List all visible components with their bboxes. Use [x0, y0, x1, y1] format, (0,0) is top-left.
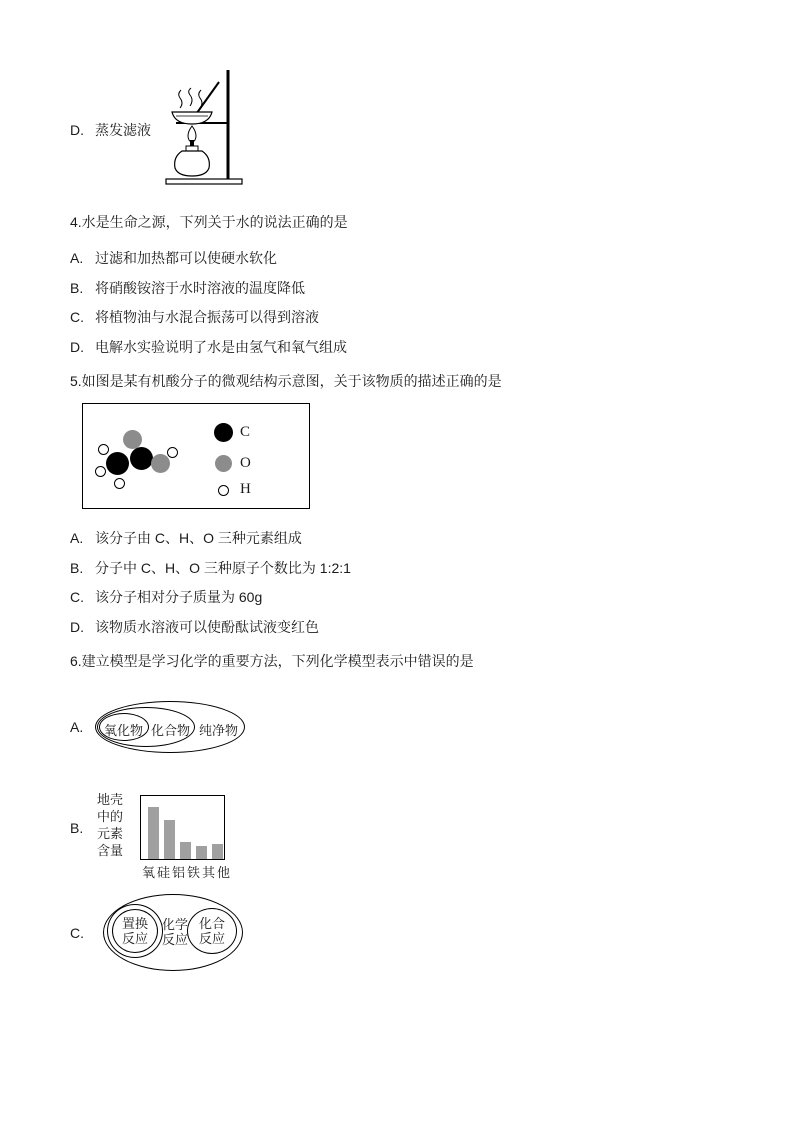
option-label: B. — [70, 820, 84, 836]
lamp-neck — [186, 146, 198, 151]
option-text: 蒸发滤液 — [95, 122, 151, 138]
bar-其他 — [212, 844, 223, 859]
q4-option-d — [70, 337, 347, 357]
legend-carbon-icon — [214, 423, 233, 442]
q4-option-c — [70, 307, 319, 327]
option-text: 过滤和加热都可以使硬水软化 — [95, 250, 277, 266]
oxygen-atom — [151, 454, 170, 473]
chart-ylabel-line: 元素 — [97, 826, 124, 841]
venn-combination-ellipse — [187, 908, 237, 954]
stand-base — [166, 179, 242, 184]
chart-ylabel-line: 地壳 — [97, 792, 124, 807]
option-label: D. — [70, 122, 84, 138]
q5-option-d — [70, 617, 319, 637]
q5-option-b — [70, 558, 351, 578]
option-label: B. — [70, 280, 84, 296]
venn-label-compound: 化合物 — [151, 723, 191, 738]
hydrogen-atom — [114, 478, 125, 489]
chart-ylabel-line: 中的 — [97, 809, 124, 824]
hydrogen-atom — [95, 466, 106, 477]
crust-chart-axis-labels: 氧硅铝铁其他 — [142, 865, 233, 880]
q6-option-a-label — [70, 719, 95, 735]
question-6-stem: 6.建立模型是学习化学的重要方法，下列化学模型表示中错误的是 — [70, 653, 474, 669]
option-label: D. — [70, 619, 84, 635]
q6-option-b-label — [70, 820, 95, 836]
option-label: C. — [70, 925, 84, 941]
option-text: 将植物油与水混合振荡可以得到溶液 — [95, 309, 319, 325]
option-text: 该物质水溶液可以使酚酞试液变红色 — [95, 619, 319, 635]
q4-option-a — [70, 248, 277, 268]
venn-label-chemical-line2: 反应 — [161, 932, 188, 947]
option-text: 该分子相对分子质量为 60g — [95, 589, 263, 605]
evaporation-apparatus-figure — [152, 66, 252, 191]
q5-option-a — [70, 528, 302, 548]
bar-氧 — [148, 807, 159, 859]
option-text: 电解水实验说明了水是由氢气和氧气组成 — [95, 339, 347, 355]
legend-hydrogen-icon — [218, 485, 229, 496]
bar-铁 — [196, 846, 207, 859]
venn-label-displacement-line2: 反应 — [121, 931, 148, 946]
q5-option-c — [70, 587, 262, 607]
chart-ylabel-line: 含量 — [97, 843, 124, 858]
q6-option-c-label — [70, 925, 95, 941]
option-label: D. — [70, 339, 84, 355]
legend-hydrogen-label: H — [240, 481, 251, 497]
option-label: A. — [70, 250, 84, 266]
crust-chart-plot — [140, 795, 225, 860]
option-label: A. — [70, 719, 84, 735]
bar-硅 — [164, 820, 175, 859]
venn-label-oxide: 氧化物 — [104, 723, 144, 738]
venn-label-displacement-line1: 置换 — [121, 916, 148, 931]
question-4-stem: 4.水是生命之源，下列关于水的说法正确的是 — [70, 214, 348, 230]
option-label: B. — [70, 560, 84, 576]
option-text: 该分子由 C、H、O 三种元素组成 — [95, 530, 302, 546]
alcohol-lamp-body — [175, 151, 210, 176]
legend-oxygen-icon — [215, 455, 232, 472]
venn-label-chemical-line1: 化学 — [161, 917, 188, 932]
molecule-figure — [82, 403, 310, 509]
steam-icon — [179, 90, 182, 108]
venn-label-pure-substance: 纯净物 — [199, 723, 239, 738]
bar-铝 — [180, 842, 191, 859]
steam-icon — [189, 88, 192, 106]
q4-option-b — [70, 278, 305, 298]
flame-icon — [188, 126, 196, 142]
option-text: 将硝酸铵溶于水时溶液的温度降低 — [95, 280, 305, 296]
venn-displacement-ellipse — [112, 909, 158, 953]
option-label: C. — [70, 589, 84, 605]
venn-label-combination-line2: 反应 — [198, 931, 225, 946]
carbon-atom — [130, 447, 153, 470]
legend-carbon-label: C — [240, 424, 251, 440]
lamp-wick — [190, 140, 194, 146]
question-5-stem: 5.如图是某有机酸分子的微观结构示意图，关于该物质的描述正确的是 — [70, 373, 502, 389]
option-label: C. — [70, 309, 84, 325]
hydrogen-atom — [167, 447, 178, 458]
option-text: 分子中 C、H、O 三种原子个数比为 1:2:1 — [95, 560, 351, 576]
option-row-evaporate-filtrate — [70, 120, 151, 140]
legend-oxygen-label: O — [240, 455, 251, 471]
carbon-atom — [106, 452, 129, 475]
hydrogen-atom — [98, 444, 109, 455]
venn-label-chemical-reaction — [160, 916, 190, 948]
venn-label-combination-line1: 化合 — [198, 916, 225, 931]
option-label: A. — [70, 530, 84, 546]
